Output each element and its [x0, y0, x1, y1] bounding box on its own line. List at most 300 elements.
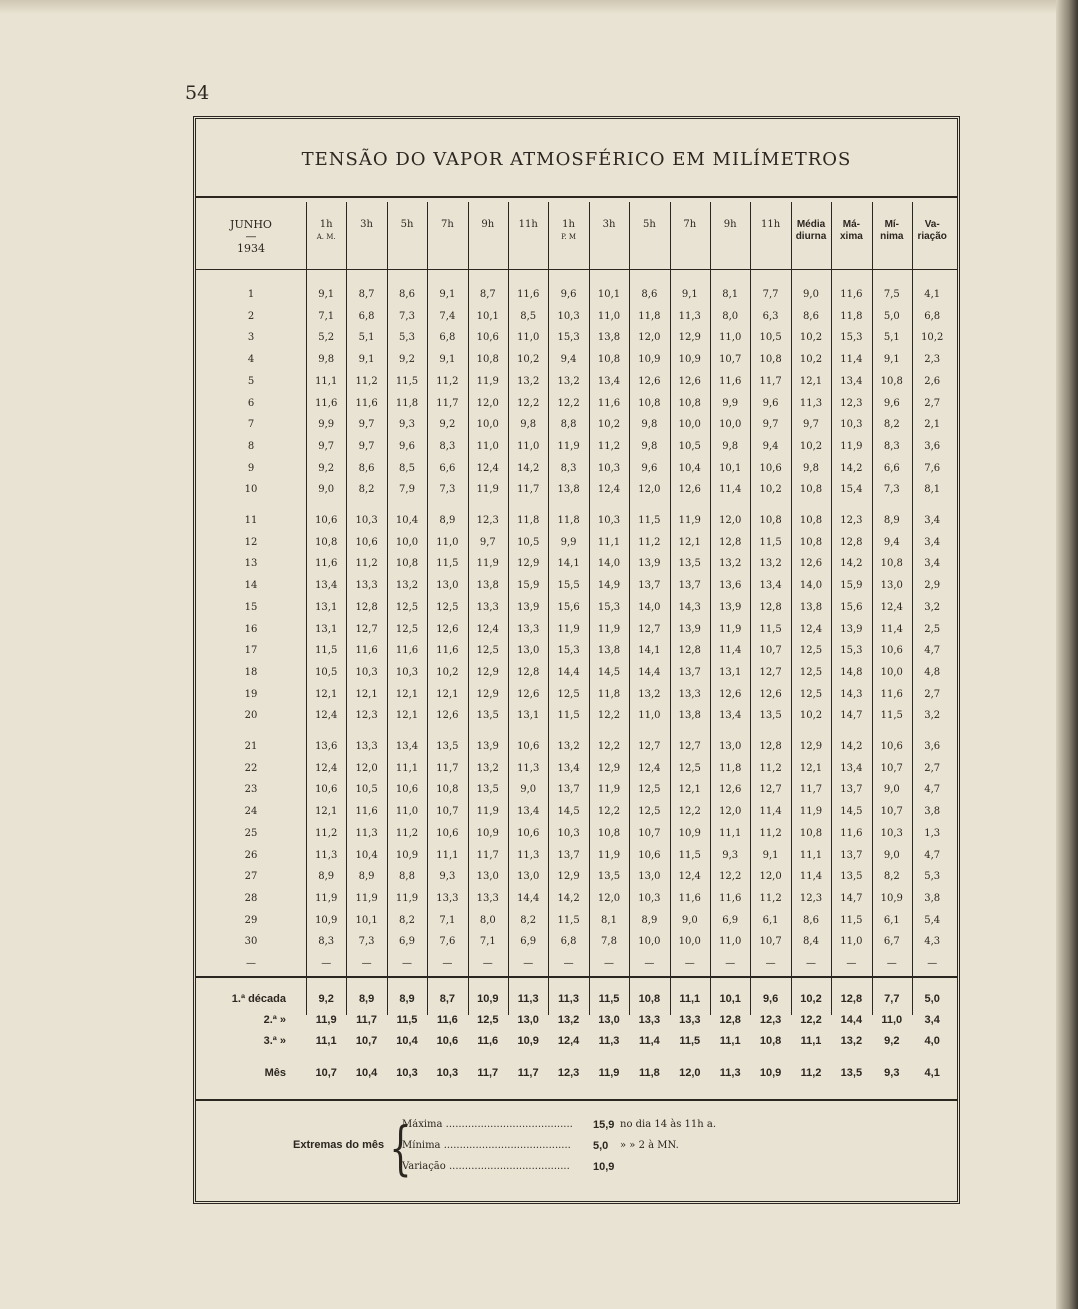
table-cell: 14,1: [638, 645, 661, 657]
table-cell: 12,9: [517, 558, 540, 570]
table-cell: 11,4: [719, 484, 742, 496]
table-cell: 14,1: [557, 558, 580, 570]
table-cell: 14,0: [799, 580, 823, 592]
table-cell: 10,6: [355, 536, 378, 548]
summary-cell: 10,6: [436, 1035, 459, 1047]
table-cell: 4,7: [924, 784, 941, 796]
table-cell: 8,3: [439, 440, 456, 452]
table-cell: 9,3: [722, 849, 739, 861]
table-cell: 3,4: [924, 558, 941, 570]
day-label: 3: [247, 332, 255, 344]
table-cell: 14,5: [597, 666, 621, 678]
column-header: [629, 219, 669, 231]
table-cell: 11,9: [719, 623, 742, 635]
table-cell: 11,2: [759, 762, 782, 774]
table-cell: 2,1: [924, 419, 941, 431]
table-cell: 13,5: [840, 871, 863, 883]
day-label: 12: [244, 536, 258, 548]
table-cell: 7,4: [439, 310, 456, 322]
column-header: [872, 219, 912, 243]
table-cell: 12,4: [476, 462, 499, 474]
table-cell: 11,9: [476, 375, 499, 387]
table-cell: 10,2: [799, 440, 823, 452]
table-cell: 11,8: [557, 515, 580, 526]
table-cell: 12,8: [719, 536, 742, 548]
table-cell: 10,6: [759, 462, 782, 474]
table-cell: 13,7: [678, 580, 701, 592]
table-cell: 10,4: [395, 515, 419, 526]
table-cell: 10,0: [678, 936, 701, 948]
table-cell: 13,4: [517, 806, 540, 818]
table-cell: 12,1: [355, 688, 378, 700]
title-divider: [196, 196, 957, 198]
table-cell: 8,9: [318, 871, 335, 883]
day-label: 10: [244, 484, 258, 496]
table-cell: 10,5: [759, 332, 782, 344]
table-cell: 11,7: [436, 762, 459, 774]
table-cell: 11,7: [759, 375, 782, 387]
table-cell: 11,6: [355, 645, 378, 657]
table-cell: 12,9: [799, 741, 823, 752]
table-cell: 12,6: [799, 558, 823, 570]
table-cell: 13,2: [476, 762, 499, 774]
column-header: [710, 219, 750, 231]
table-cell: 10,8: [597, 354, 621, 366]
dash-cell: —: [644, 958, 655, 970]
table-cell: 11,4: [759, 806, 782, 818]
summary-cell: 11,7: [517, 1067, 539, 1079]
table-cell: 10,3: [355, 515, 378, 526]
table-cell: 11,0: [476, 440, 499, 452]
table-cell: 11,1: [436, 849, 459, 861]
table-cell: 13,0: [476, 871, 499, 883]
table-cell: 11,6: [395, 645, 419, 657]
table-cell: 14,2: [840, 741, 863, 752]
day-label: 4: [247, 354, 255, 366]
summary-cell: 12,8: [840, 993, 863, 1005]
table-cell: 8,3: [560, 462, 577, 474]
table-cell: 11,5: [840, 914, 863, 926]
table-cell: 10,6: [517, 741, 540, 752]
table-cell: 11,4: [799, 871, 823, 883]
table-cell: 12,0: [638, 484, 661, 496]
table-cell: 13,5: [597, 871, 621, 883]
table-cell: 9,0: [883, 849, 900, 861]
summary-cell: 11,7: [477, 1067, 499, 1079]
table-cell: 15,3: [557, 645, 580, 657]
table-cell: 7,5: [883, 289, 900, 300]
table-cell: 12,2: [517, 397, 540, 409]
table-cell: 12,1: [678, 784, 701, 796]
table-cell: 9,0: [318, 484, 335, 496]
table-cell: 12,3: [840, 397, 863, 409]
table-cell: 12,0: [759, 871, 782, 883]
column-header: [427, 219, 467, 231]
table-cell: 15,3: [557, 332, 580, 344]
table-cell: 7,3: [399, 310, 415, 322]
table-cell: 6,1: [883, 914, 900, 926]
table-cell: 7,6: [924, 462, 941, 474]
summary-cell: 10,1: [719, 993, 741, 1005]
table-cell: 12,1: [395, 710, 419, 722]
table-cell: 12,7: [678, 741, 701, 752]
table-cell: 12,4: [597, 484, 621, 496]
table-cell: 9,2: [399, 354, 415, 366]
table-cell: 13,2: [557, 741, 580, 752]
table-cell: 12,9: [476, 688, 499, 700]
table-cell: 13,7: [840, 784, 863, 796]
dash-cell: —: [563, 958, 574, 970]
table-cell: 11,9: [840, 440, 863, 452]
extreme-value: 15,9: [593, 1119, 615, 1131]
table-cell: 11,3: [517, 849, 540, 861]
table-cell: 4,1: [924, 289, 941, 300]
table-cell: 8,7: [479, 289, 496, 300]
summary-cell: 10,7: [315, 1067, 337, 1079]
table-cell: 10,0: [638, 936, 661, 948]
table-cell: 10,8: [799, 484, 823, 496]
summary-cell: 11,7: [356, 1014, 377, 1026]
extreme-name: Máxima ........................................: [402, 1119, 573, 1130]
table-cell: 12,3: [840, 515, 863, 526]
table-cell: 13,5: [436, 741, 459, 752]
table-cell: 9,4: [560, 354, 577, 366]
summary-cell: 10,7: [355, 1035, 378, 1047]
table-cell: 6,9: [520, 936, 537, 948]
table-cell: 6,6: [439, 462, 456, 474]
table-cell: 12,2: [597, 710, 621, 722]
table-cell: 13,7: [557, 849, 580, 861]
table-cell: 11,7: [436, 397, 459, 409]
table-cell: 9,7: [358, 440, 375, 452]
table-cell: 9,6: [560, 289, 577, 300]
table-cell: 11,1: [597, 536, 621, 548]
table-cell: 10,8: [759, 354, 782, 366]
table-cell: 12,4: [638, 762, 661, 774]
day-label: 27: [244, 871, 258, 883]
summary-cell: 13,2: [557, 1014, 580, 1026]
table-cell: 11,9: [557, 623, 580, 635]
table-cell: 11,9: [476, 558, 499, 570]
table-cell: 2,7: [924, 762, 941, 774]
summary-cell: 11,5: [679, 1035, 701, 1047]
table-cell: 8,3: [883, 440, 900, 452]
table-cell: 10,3: [557, 827, 580, 839]
table-cell: 9,9: [318, 419, 335, 431]
table-cell: 13,3: [517, 623, 540, 635]
table-cell: 3,2: [924, 601, 941, 613]
summary-cell: 12,0: [679, 1067, 701, 1079]
table-cell: 13,9: [476, 741, 499, 752]
table-cell: 10,2: [799, 332, 823, 344]
page-number: 54: [185, 82, 210, 104]
table-cell: 5,1: [883, 332, 900, 344]
summary-cell: 12,4: [557, 1035, 580, 1047]
summary-cell: 4,1: [924, 1067, 940, 1079]
table-cell: 11,9: [476, 806, 499, 818]
table-cell: 12,3: [799, 892, 823, 904]
table-cell: 9,6: [883, 397, 900, 409]
day-label: 13: [244, 558, 258, 570]
table-cell: 13,5: [759, 710, 782, 722]
table-cell: 8,8: [399, 871, 415, 883]
table-cell: 12,0: [719, 515, 742, 526]
table-cell: 10,9: [678, 354, 701, 366]
column-header-top: 3h: [602, 219, 616, 230]
table-cell: 15,6: [557, 601, 580, 613]
summary-cell: 11,1: [315, 1035, 337, 1047]
table-cell: 12,8: [840, 536, 863, 548]
table-cell: 11,6: [315, 397, 338, 409]
table-cell: 13,7: [840, 849, 863, 861]
table-cell: 13,1: [719, 666, 742, 678]
table-cell: 12,9: [678, 332, 701, 344]
table-cell: 14,4: [517, 892, 540, 904]
day-label: 5: [247, 375, 255, 387]
table-cell: 13,4: [315, 580, 338, 592]
summary-cell: 10,9: [759, 1067, 782, 1079]
table-cell: 13,9: [638, 558, 661, 570]
column-header-top: Má-: [842, 219, 860, 230]
table-cell: 13,3: [678, 688, 701, 700]
table-cell: 8,8: [560, 419, 577, 431]
table-cell: 10,3: [355, 666, 378, 678]
table-cell: 12,5: [799, 645, 823, 657]
dash-cell: —: [321, 958, 332, 970]
table-cell: 11,9: [597, 623, 621, 635]
table-cell: 11,0: [638, 710, 661, 722]
table-cell: 2,5: [924, 623, 941, 635]
table-cell: 8,2: [883, 419, 900, 431]
day-label: 29: [244, 914, 258, 926]
table-cell: 15,4: [840, 484, 863, 496]
table-cell: 11,8: [597, 688, 621, 700]
table-cell: 9,1: [883, 354, 900, 366]
table-cell: 10,8: [476, 354, 499, 366]
summary-label: 1.ª década: [231, 993, 286, 1005]
table-cell: 11,0: [395, 806, 419, 818]
table-cell: 11,2: [355, 558, 378, 570]
table-cell: 14,5: [840, 806, 863, 818]
table-cell: 5,0: [883, 310, 900, 322]
table-cell: 15,3: [840, 332, 863, 344]
table-cell: 12,5: [799, 666, 823, 678]
year-label: 1934: [237, 242, 265, 255]
table-cell: 12,4: [315, 710, 338, 722]
table-cell: 10,7: [638, 827, 661, 839]
dash-cell: —: [523, 958, 534, 970]
table-cell: 3,6: [924, 440, 941, 452]
table-cell: 11,2: [395, 827, 419, 839]
table-cell: 9,1: [681, 289, 698, 300]
summary-cell: 11,6: [477, 1035, 499, 1047]
table-cell: 13,3: [355, 741, 378, 752]
table-cell: 14,0: [638, 601, 661, 613]
summary-cell: 10,8: [638, 993, 661, 1005]
table-cell: 12,0: [597, 892, 621, 904]
table-cell: 12,6: [719, 784, 742, 796]
table-cell: 13,3: [436, 892, 459, 904]
table-cell: 10,0: [719, 419, 742, 431]
table-cell: 9,6: [641, 462, 658, 474]
table-cell: 11,7: [476, 849, 499, 861]
table-cell: 14,2: [557, 892, 580, 904]
column-header-top: Média: [796, 219, 826, 230]
table-cell: 7,1: [318, 310, 335, 322]
table-cell: 8,5: [520, 310, 537, 322]
extremes-label: Extremas do mês: [293, 1139, 385, 1151]
table-cell: 12,4: [476, 623, 499, 635]
table-cell: 11,4: [719, 645, 742, 657]
summary-cell: 8,9: [358, 993, 375, 1005]
summary-cell: 12,3: [759, 1014, 782, 1026]
table-cell: 10,0: [880, 666, 903, 678]
table-cell: 13,7: [678, 666, 701, 678]
table-cell: 13,8: [678, 710, 701, 722]
summary-cell: 9,6: [762, 993, 779, 1005]
table-cell: 9,2: [439, 419, 456, 431]
table-cell: 14,0: [597, 558, 621, 570]
summary-cell: 12,8: [719, 1014, 741, 1026]
table-cell: 15,3: [597, 601, 621, 613]
day-label: 17: [244, 645, 258, 657]
summary-cell: 10,4: [355, 1067, 378, 1079]
summary-cell: 13,5: [840, 1067, 863, 1079]
table-cell: 13,4: [840, 762, 863, 774]
table-cell: 12,2: [597, 741, 621, 752]
table-cell: 10,9: [638, 354, 661, 366]
table-cell: 8,9: [439, 515, 456, 526]
column-header-top: 9h: [481, 219, 495, 230]
table-cell: 11,2: [759, 827, 782, 839]
table-cell: 13,0: [638, 871, 661, 883]
table-cell: 13,0: [880, 580, 903, 592]
table-cell: 10,7: [880, 806, 903, 818]
table-cell: 6,9: [722, 914, 739, 926]
table-cell: 9,1: [762, 849, 779, 861]
table-cell: 9,6: [399, 440, 415, 452]
table-cell: 8,2: [520, 914, 537, 926]
table-cell: 11,7: [517, 484, 540, 496]
table-cell: 13,8: [799, 601, 823, 613]
table-cell: 10,3: [597, 515, 621, 526]
table-cell: 9,7: [762, 419, 779, 431]
table-cell: 11,2: [759, 892, 782, 904]
table-cell: 9,1: [318, 289, 335, 300]
table-cell: 11,0: [436, 536, 459, 548]
summary-cell: 13,0: [598, 1014, 620, 1026]
dash-cell: —: [805, 958, 816, 970]
table-cell: 10,9: [880, 892, 903, 904]
table-cell: 6,1: [762, 914, 779, 926]
column-header: [508, 219, 548, 231]
table-cell: 10,5: [517, 536, 540, 548]
table-cell: 8,9: [641, 914, 658, 926]
table-cell: 10,8: [799, 536, 823, 548]
table-cell: 10,4: [355, 849, 378, 861]
dash-cell: —: [361, 958, 372, 970]
table-cell: 11,2: [597, 440, 621, 452]
table-cell: 12,5: [638, 784, 661, 796]
extreme-name: Mínima ........................................: [402, 1140, 571, 1151]
table-cell: 10,9: [678, 827, 701, 839]
extremes-divider: [196, 1099, 957, 1101]
table-cell: 11,1: [719, 827, 742, 839]
table-cell: 10,9: [315, 914, 338, 926]
summary-cell: 7,7: [884, 993, 900, 1005]
table-cell: 10,6: [476, 332, 499, 344]
day-label: 30: [244, 936, 258, 948]
table-cell: 10,8: [597, 827, 621, 839]
table-cell: 15,5: [557, 580, 580, 592]
table-cell: 9,7: [803, 419, 819, 431]
table-cell: 14,7: [840, 892, 863, 904]
column-header: [346, 219, 386, 231]
table-cell: 10,8: [759, 515, 782, 526]
table-cell: 10,8: [678, 397, 701, 409]
table-cell: 6,8: [924, 310, 941, 322]
table-cell: 10,8: [799, 827, 823, 839]
table-cell: 10,9: [395, 849, 419, 861]
summary-label: 2.ª »: [263, 1014, 286, 1026]
day-label: 14: [244, 580, 258, 592]
table-cell: 10,7: [759, 936, 782, 948]
table-cell: 12,3: [355, 710, 378, 722]
page-top-edge: [0, 0, 1078, 14]
table-cell: 9,8: [722, 440, 739, 452]
table-cell: 14,2: [517, 462, 540, 474]
table-cell: 12,5: [678, 762, 701, 774]
table-cell: 13,4: [840, 375, 863, 387]
table-cell: 12,1: [678, 536, 701, 548]
table-cell: 13,9: [840, 623, 863, 635]
table-cell: 3,6: [924, 741, 941, 752]
table-cell: 12,1: [436, 688, 459, 700]
table-cell: 10,6: [880, 645, 903, 657]
table-cell: 13,4: [395, 741, 419, 752]
column-header: [670, 219, 710, 231]
dash-cell: —: [846, 958, 857, 970]
table-cell: 8,1: [924, 484, 941, 496]
table-cell: 12,0: [355, 762, 378, 774]
table-cell: 11,9: [799, 806, 823, 818]
table-cell: 11,8: [719, 762, 742, 774]
summary-cell: 11,4: [638, 1035, 660, 1047]
table-cell: 13,6: [315, 741, 338, 752]
column-header-top: 5h: [642, 219, 656, 230]
summary-cell: 3,4: [924, 1014, 940, 1026]
table-cell: 11,6: [719, 892, 742, 904]
dash-row-label: —: [246, 958, 256, 970]
summary-cell: 8,9: [399, 993, 415, 1005]
day-label: 2: [247, 310, 255, 322]
column-header-top: 9h: [723, 219, 737, 230]
table-cell: 10,6: [880, 741, 903, 752]
summary-cell: 11,3: [517, 993, 539, 1005]
table-cell: 8,9: [358, 871, 375, 883]
table-cell: 11,8: [638, 310, 661, 322]
summary-cell: 13,0: [517, 1014, 539, 1026]
table-cell: 14,3: [840, 688, 863, 700]
table-cell: 6,9: [399, 936, 415, 948]
table-cell: 12,0: [476, 397, 499, 409]
table-cell: 11,5: [759, 623, 782, 635]
table-cell: 10,7: [436, 806, 459, 818]
table-cell: 6,8: [358, 310, 375, 322]
extreme-value: 5,0: [593, 1140, 609, 1152]
table-cell: 5,3: [924, 871, 941, 883]
table-cell: 11,8: [840, 310, 863, 322]
